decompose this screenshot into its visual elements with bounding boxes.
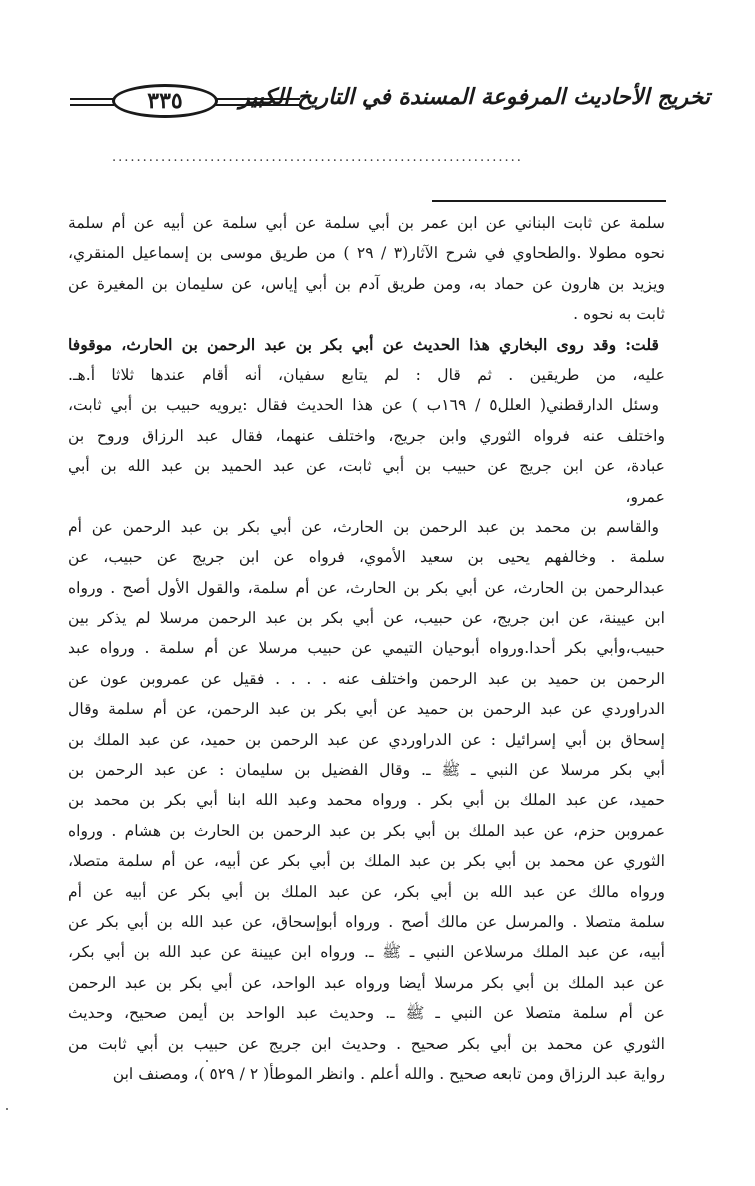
header-rule-left-lower	[70, 104, 114, 106]
text-line: عمرو،	[625, 487, 665, 506]
text-line: سلمة . وخالفهم يحيى بن سعيد الأموي، فرواه عن ابن جريج عن حبيب، عن	[68, 548, 665, 567]
text-line: رواية عبد الرزاق ومن تابعه صحيح . والله أعلم . وانظر الموطأ( ٢ / ٥٢٩ )، ومصنف ابن	[112, 1064, 665, 1083]
text-line: وسئل الدارقطني( العلل٥ / ١٦٩ب ) عن هذا الحديث فقال :يرويه حبيب بن أبي ثابت،	[68, 396, 659, 415]
text-line: عمروبن حزم، عن عبد الملك بن أبي بكر بن عبد الرحمن بن الحارث بن هشام . ورواه	[68, 821, 665, 840]
page-number: ٣٣٥	[112, 84, 218, 118]
text-line: عليه، من طريقين . ثم قال : لم يتابع سفيان، أنه أقام عندها ثلاثا أ.هـ.	[68, 365, 665, 384]
scan-speck	[206, 1060, 208, 1062]
text-line: نحوه مطولا .والطحاوي في شرح الآثار(٣ / ٢٩ ) من طريق موسى بن إسماعيل المنقري،	[68, 244, 665, 263]
text-line: حميد، عن عبد الملك بن أبي بكر . ورواه محمد وعبد الله ابنا أبي بكر بن محمد بن	[68, 791, 665, 810]
text-line: عبدالرحمن بن الحارث، عن أبي بكر بن الحارث، عن أم سلمة، والقول الأول أصح . ورواه	[68, 578, 665, 597]
text-line: ابن عيينة، عن ابن جريج، عن حبيب، عن أبي بكر بن عبد الرحمن مرسلا لم يذكر بين	[68, 609, 665, 628]
footnote-separator-line	[432, 200, 666, 202]
running-title: تخريج الأحاديث المرفوعة المسندة في التاريخ الكبير	[239, 84, 710, 110]
footnote-text	[68, 208, 665, 1089]
text-line: الثوري عن محمد بن أبي بكر بن عبد الملك بن أبي بكر عن أبيه، عن أم سلمة متصلا،	[68, 852, 665, 871]
text-line: عن أم سلمة متصلا عن النبي ـ ﷺ ـ. وحديث عبد الواحد بن أيمن صحيح، وحديث	[68, 1004, 665, 1023]
text-line: أبي بكر مرسلا عن النبي ـ ﷺ ـ. وقال الفضيل بن سليمان : عن عبد الرحمن بن	[68, 761, 665, 780]
text-line: والقاسم بن محمد بن عبد الرحمن بن الحارث، عن أبي بكر بن عبد الرحمن عن أم	[68, 517, 659, 536]
text-line: الرحمن بن حميد بن عبد الرحمن واختلف عنه . . . . فقيل عن عمروبن عون عن	[68, 669, 665, 688]
text-line: واختلف عنه فرواه الثوري وابن جريج، واختلف عنهما، فقال عبد الرزاق وروح بن	[68, 426, 665, 445]
header-rule-left	[70, 98, 114, 100]
text-line: أبيه، عن عبد الملك مرسلاعن النبي ـ ﷺ ـ. ورواه ابن عيينة عن عبد الله بن أبي بكر،	[68, 943, 665, 962]
running-header	[70, 82, 710, 122]
text-line: عن عبد الملك بن أبي بكر مرسلا أيضا ورواه عبد الواحد، عن أبي بكر بن عبد الرحمن	[68, 973, 665, 992]
text-line: إسحاق بن أبي إسرائيل : عن الدراوردي عن عبد الرحمن بن حميد، عن عبد الملك بن	[68, 730, 665, 749]
text-line: ورواه مالك عن عبد الله بن أبي بكر، عن عبد الملك بن أبي بكر عن أبيه عن أم	[68, 882, 665, 901]
text-line: ويزيد بن هارون عن حماد به، ومن طريق آدم بن أبي إياس، عن سليمان بن المغيرة عن	[68, 274, 665, 293]
text-line: ثابت به نحوه .	[573, 305, 665, 324]
text-line: عبادة، عن ابن جريج عن حبيب بن أبي ثابت، عن عبد الحميد بن عبد الله بن أبي	[68, 457, 665, 476]
scan-speck	[6, 1108, 8, 1110]
text-line: قلت: وقد روى البخاري هذا الحديث عن أبي بكر بن عبد الرحمن بن الحارث، موقوفا	[68, 334, 659, 354]
text-line: الدراوردي عن عبد الرحمن بن حميد عن أبي بكر بن عبد الرحمن، عن أم سلمة وقال	[68, 700, 665, 719]
dotted-separator: ...................................................................	[112, 150, 523, 165]
text-line: سلمة عن ثابت البناني عن ابن عمر بن أبي سلمة عن أبي سلمة عن أبيه عن أم سلمة	[68, 214, 665, 232]
text-line: الثوري عن محمد بن أبي بكر صحيح . وحديث ابن جريج عن حبيب بن أبي ثابت من	[68, 1034, 665, 1053]
text-line: حبيب،وأبي بكر أحدا.ورواه أبوحيان التيمي عن حبيب مرسلا عن أم سلمة . ورواه عبد	[68, 639, 665, 658]
text-line: سلمة متصلا . والمرسل عن مالك أصح . ورواه أبوإسحاق، عن عبد الله بن أبي بكر عن	[68, 912, 665, 931]
